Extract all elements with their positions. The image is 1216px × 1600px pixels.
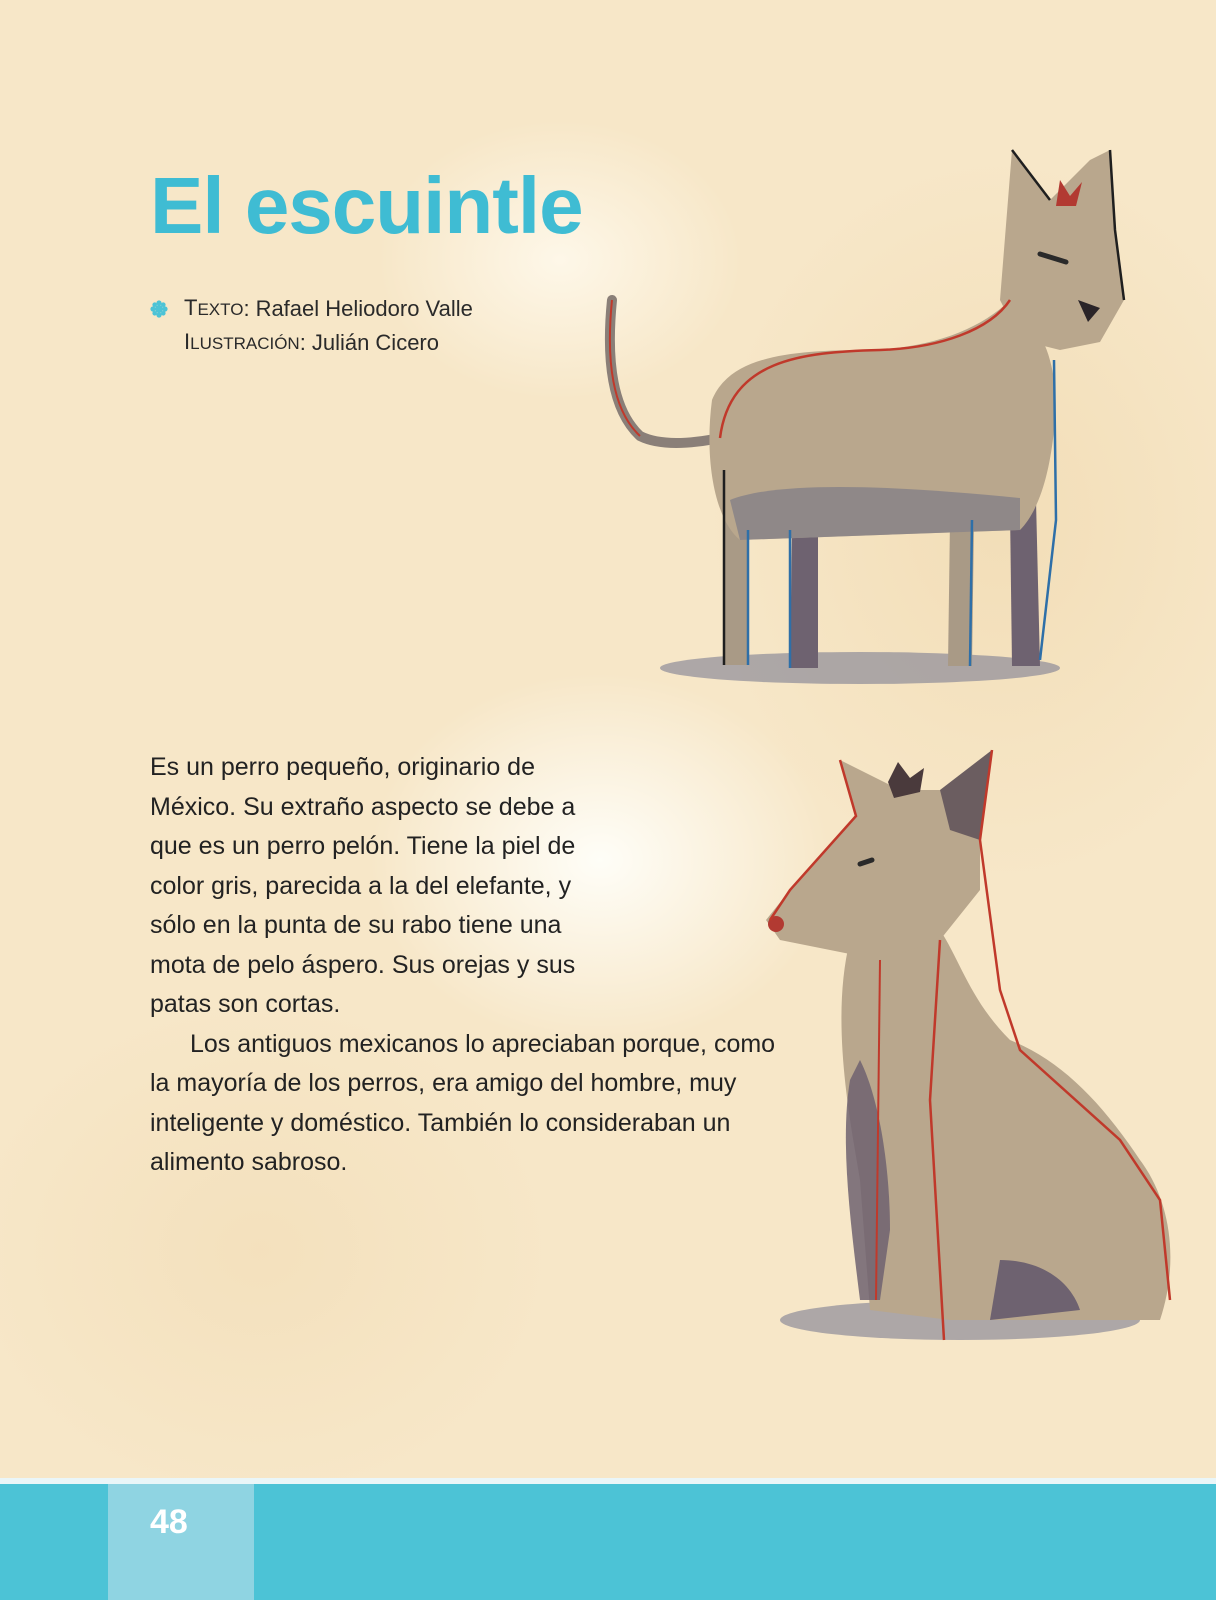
paragraph: Los antiguos mexicanos lo apreciaban porque, como la mayoría de los perros, era amigo del hombre, muy inteligente y doméstico. También lo consideraban un alimento sabroso. xyxy=(150,1029,776,1176)
credit-label: ILUSTRACIÓN xyxy=(184,329,300,354)
credit-value: Rafael Heliodoro Valle xyxy=(255,296,473,321)
credit-illustration: ILUSTRACIÓN : Julián Cicero xyxy=(150,326,473,360)
standing-dog-illustration xyxy=(610,150,1124,684)
paragraph: Es un perro pequeño, originario de México. Su extraño aspecto se debe a que es un perro pelón. Tiene la piel de color gris, parecida a la del elefante, y sólo en la punta de su rabo tiene una mota de pelo áspero. Sus orejas y sus patas son cortas. xyxy=(150,753,576,1018)
credit-value: Julián Cicero xyxy=(311,330,439,355)
credit-text: TEXTO : Rafael Heliodoro Valle xyxy=(150,292,473,326)
sitting-dog-illustration xyxy=(766,750,1170,1340)
article-title: El escuintle xyxy=(150,161,583,250)
page-number: 48 xyxy=(150,1503,188,1541)
page-number-tab xyxy=(108,1484,254,1600)
credit-label: TEXTO xyxy=(184,295,244,320)
